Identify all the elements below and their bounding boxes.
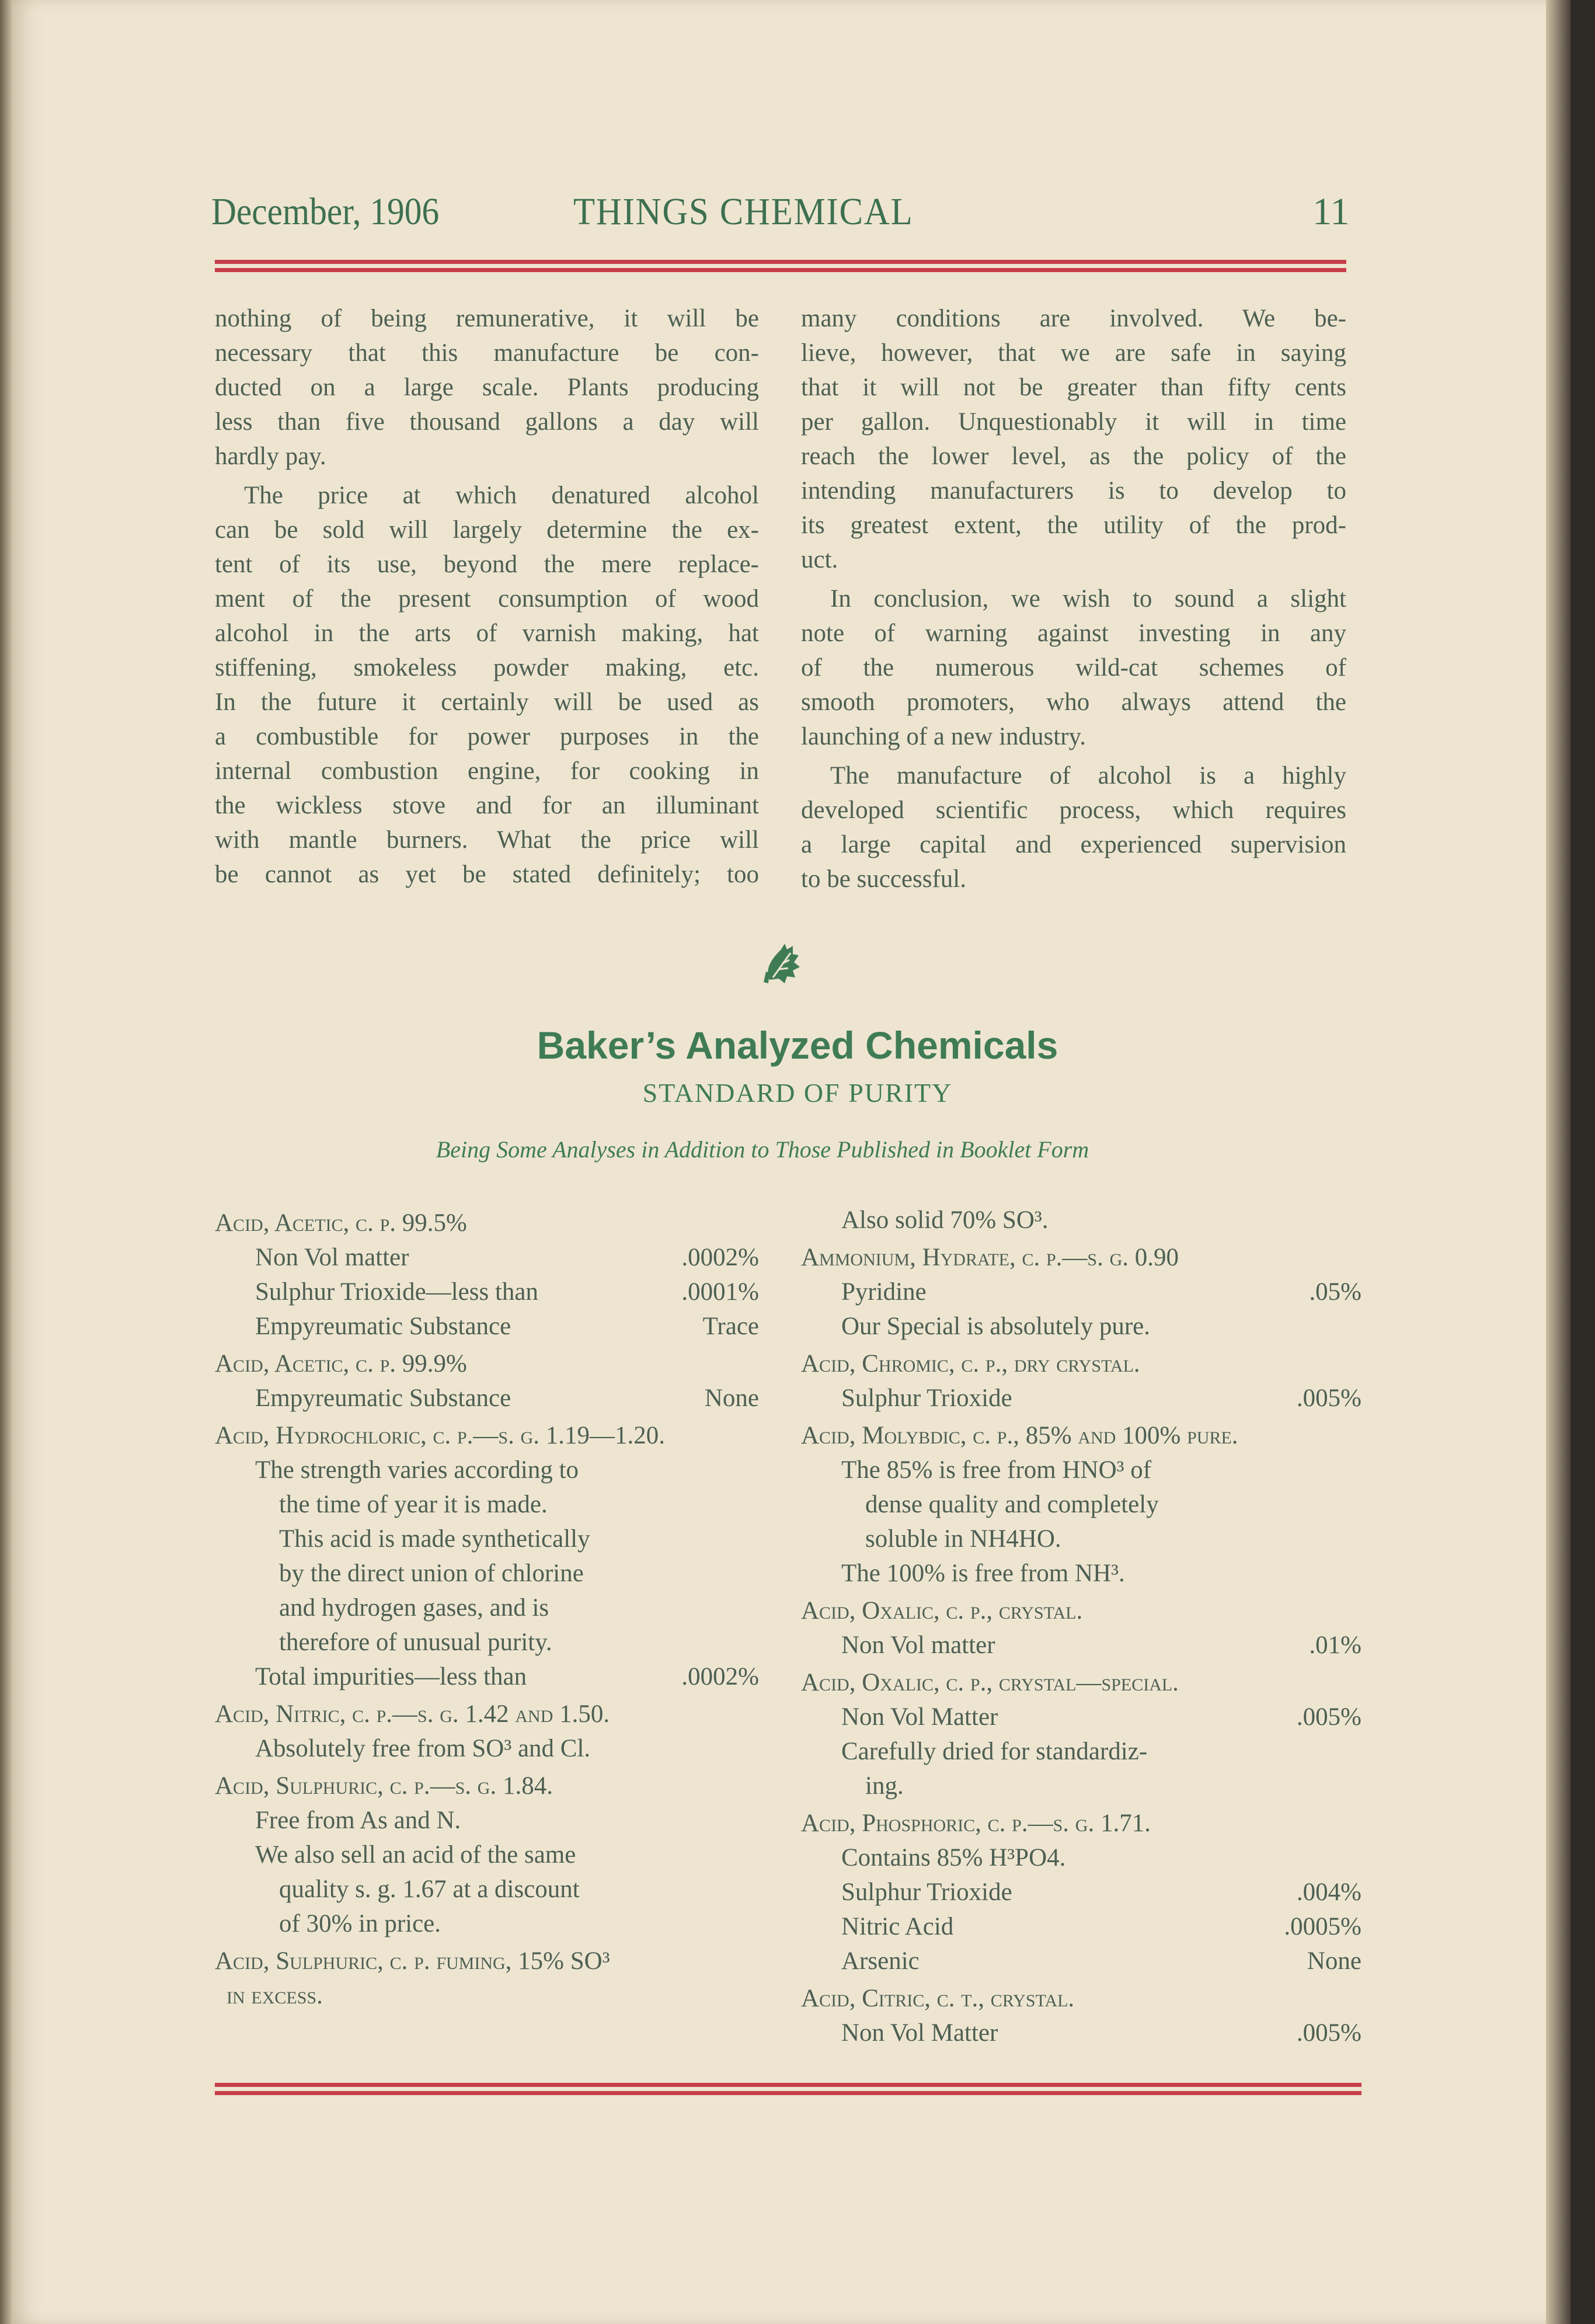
- text-line: In conclusion, we wish to sound a slight: [830, 585, 1346, 613]
- product-heading: [215, 1697, 759, 1731]
- analysis-label: Our Special is absolutely pure.: [841, 1313, 1151, 1340]
- text-line: launching of a new industry.: [801, 723, 1086, 750]
- advert-title: Baker’s Analyzed Chemicals: [537, 1024, 1058, 1067]
- text-line: tent of its use, beyond the mere replace-: [215, 551, 759, 578]
- analysis-value: .005%: [1296, 2019, 1361, 2047]
- analysis-label: We also sell an acid of the same: [255, 1841, 576, 1869]
- text-line: In the future it certainly will be used as: [215, 688, 759, 716]
- text-line: The price at which denatured alcohol: [244, 482, 759, 509]
- analysis-label: Acid, Phosphoric, c. p.—s. g. 1.71.: [801, 1810, 1151, 1837]
- analysis-label: by the direct union of chlorine: [279, 1560, 584, 1587]
- text-line: note of warning against investing in any: [801, 620, 1346, 647]
- text-line: a combustible for power purposes in the: [215, 723, 759, 750]
- analysis-line: [801, 1909, 1361, 1944]
- analysis-label: dense quality and completely: [865, 1491, 1159, 1518]
- text-line: that it will not be greater than fifty cents: [801, 374, 1346, 401]
- product-heading: [801, 1347, 1361, 1381]
- analysis-line: [801, 1841, 1361, 1875]
- analysis-line: [215, 1591, 759, 1625]
- running-title: THINGS CHEMICAL: [573, 190, 914, 233]
- product-heading: [801, 1594, 1361, 1628]
- analysis-value: .01%: [1309, 1631, 1361, 1659]
- advert-subtitle: STANDARD OF PURITY: [642, 1078, 953, 1108]
- analysis-line: [215, 1381, 759, 1415]
- paragraph: [215, 301, 759, 474]
- analysis-value: .0002%: [681, 1663, 759, 1690]
- analysis-line: [801, 1556, 1361, 1591]
- analysis-line: [801, 1769, 1361, 1803]
- analysis-label: Non Vol matter: [841, 1631, 995, 1659]
- analysis-line: [801, 1203, 1361, 1237]
- analysis-label: in excess.: [227, 1982, 323, 2009]
- advert-tagline: Being Some Analyses in Addition to Those Published in Booklet Form: [436, 1136, 1089, 1163]
- analysis-label: Arsenic: [841, 1947, 920, 1975]
- text-line: with mantle burners. What the price will: [215, 826, 759, 854]
- analysis-label: Non Vol Matter: [841, 1703, 998, 1731]
- text-line: its greatest extent, the utility of the prod-: [801, 512, 1346, 539]
- issue-date: December, 1906: [211, 190, 440, 233]
- analysis-line: [801, 2016, 1361, 2050]
- page-number: 11: [1312, 190, 1350, 233]
- header-rule-top: [215, 260, 1346, 264]
- analysis-line: [215, 1838, 759, 1872]
- article-column-left: [215, 301, 759, 892]
- analysis-value: .05%: [1309, 1278, 1361, 1306]
- analysis-value: None: [1307, 1947, 1361, 1975]
- text-line: smooth promoters, who always attend the: [801, 688, 1346, 716]
- analysis-line: [215, 1240, 759, 1275]
- analysis-line: [215, 1731, 759, 1766]
- analysis-line: [801, 1700, 1361, 1734]
- analysis-line: [801, 1734, 1361, 1769]
- analysis-label: Acid, Oxalic, c. p., crystal.: [801, 1597, 1083, 1624]
- analysis-line: [801, 1944, 1361, 1978]
- analysis-label: and hydrogen gases, and is: [279, 1594, 549, 1622]
- analysis-label: Contains 85% H³PO4.: [841, 1844, 1066, 1871]
- analysis-value: .004%: [1296, 1878, 1361, 1906]
- analysis-value: None: [704, 1384, 759, 1412]
- text-line: reach the lower level, as the policy of the: [801, 443, 1346, 470]
- analysis-line: [215, 1453, 759, 1487]
- paragraph: [801, 582, 1346, 754]
- product-heading: [215, 1944, 759, 1978]
- text-line: The manufacture of alcohol is a highly: [830, 762, 1346, 789]
- text-line: intending manufacturers is to develop to: [801, 477, 1346, 505]
- analysis-value: .0001%: [681, 1278, 759, 1306]
- product-heading: [801, 1240, 1361, 1275]
- analysis-label: The 100% is free from NH³.: [841, 1560, 1125, 1587]
- analysis-line: [215, 1659, 759, 1694]
- analysis-line: [215, 1522, 759, 1556]
- product-heading: [801, 1665, 1361, 1700]
- text-line: the wickless stove and for an illuminant: [215, 792, 759, 819]
- analysis-label: Total impurities—less than: [255, 1663, 527, 1690]
- analysis-label: Pyridine: [841, 1278, 927, 1306]
- analysis-label: Acid, Acetic, c. p. 99.9%: [215, 1350, 467, 1377]
- analysis-value: .0002%: [681, 1244, 759, 1271]
- analysis-label: Also solid 70% SO³.: [841, 1206, 1049, 1234]
- product-heading: [215, 1347, 759, 1381]
- footer-rule-bottom: [215, 2091, 1361, 2095]
- analysis-label: Acid, Acetic, c. p. 99.5%: [215, 1209, 467, 1237]
- analysis-line: [801, 1487, 1361, 1522]
- analysis-label: The 85% is free from HNO³ of: [841, 1456, 1152, 1484]
- analysis-label: Acid, Molybdic, c. p., 85% and 100% pure.: [801, 1422, 1238, 1449]
- text-line: stiffening, smokeless powder making, etc.: [215, 654, 759, 681]
- text-line: internal combustion engine, for cooking in: [215, 757, 759, 785]
- analysis-list-right: [801, 1203, 1361, 2050]
- analysis-line: [801, 1381, 1361, 1415]
- analysis-line: [215, 1309, 759, 1344]
- product-heading: [215, 1769, 759, 1803]
- analysis-label: Acid, Hydrochloric, c. p.—s. g. 1.19—1.20.: [215, 1422, 665, 1449]
- analysis-label: quality s. g. 1.67 at a discount: [279, 1876, 580, 1903]
- analysis-label: Acid, Oxalic, c. p., crystal—special.: [801, 1669, 1179, 1696]
- analysis-line: [215, 1556, 759, 1591]
- text-line: less than five thousand gallons a day will: [215, 408, 759, 436]
- analysis-label: ing.: [865, 1772, 904, 1800]
- analysis-label: Free from As and N.: [255, 1807, 461, 1834]
- paragraph: [801, 301, 1346, 577]
- analysis-line: [215, 1978, 759, 2013]
- analysis-label: Non Vol matter: [255, 1244, 409, 1271]
- analysis-line: [215, 1625, 759, 1659]
- analysis-label: Empyreumatic Substance: [255, 1384, 511, 1412]
- text-line: developed scientific process, which requires: [801, 796, 1346, 824]
- footer-rule-top: [215, 2083, 1361, 2087]
- analysis-line: [215, 1487, 759, 1522]
- analysis-line: [801, 1453, 1361, 1487]
- analysis-line: [801, 1628, 1361, 1662]
- analysis-label: Acid, Citric, c. t., crystal.: [801, 1985, 1075, 2012]
- analysis-label: soluble in NH4HO.: [865, 1525, 1061, 1553]
- analysis-value: .0005%: [1284, 1913, 1361, 1940]
- analysis-value: Trace: [702, 1313, 759, 1340]
- analysis-label: Ammonium, Hydrate, c. p.—s. g. 0.90: [801, 1244, 1179, 1271]
- analysis-line: [801, 1309, 1361, 1344]
- text-line: uct.: [801, 546, 838, 573]
- analysis-label: Carefully dried for standardiz-: [841, 1738, 1148, 1765]
- analysis-label: This acid is made synthetically: [279, 1525, 590, 1553]
- analysis-label: Absolutely free from SO³ and Cl.: [255, 1735, 591, 1762]
- article-column-right: [801, 301, 1346, 896]
- product-heading: [215, 1418, 759, 1453]
- analysis-line: [215, 1906, 759, 1941]
- product-heading: [801, 1418, 1361, 1453]
- text-line: hardly pay.: [215, 443, 326, 470]
- analysis-label: of 30% in price.: [279, 1910, 441, 1937]
- analysis-line: [215, 1275, 759, 1309]
- analysis-label: Acid, Nitric, c. p.—s. g. 1.42 and 1.50.: [215, 1700, 610, 1728]
- text-line: a large capital and experienced supervision: [801, 831, 1346, 858]
- product-heading: [215, 1206, 759, 1240]
- analysis-line: [801, 1875, 1361, 1909]
- analysis-label: The strength varies according to: [255, 1456, 579, 1484]
- analysis-label: Empyreumatic Substance: [255, 1313, 511, 1340]
- product-heading: [801, 1806, 1361, 1841]
- product-heading: [801, 1981, 1361, 2016]
- analysis-value: .005%: [1296, 1703, 1361, 1731]
- text-line: be cannot as yet be stated definitely; too: [215, 861, 759, 888]
- analysis-value: .005%: [1296, 1384, 1361, 1412]
- paragraph: [801, 759, 1346, 896]
- text-line: many conditions are involved. We be-: [801, 305, 1346, 332]
- text-line: ducted on a large scale. Plants producing: [215, 374, 759, 401]
- text-line: of the numerous wild-cat schemes of: [801, 654, 1346, 681]
- leaf-ornament-icon: [752, 938, 805, 990]
- text-line: ment of the present consumption of wood: [215, 585, 759, 613]
- text-line: lieve, however, that we are safe in saying: [801, 339, 1346, 367]
- text-line: can be sold will largely determine the ex-: [215, 516, 759, 544]
- text-line: nothing of being remunerative, it will be: [215, 305, 759, 332]
- text-line: necessary that this manufacture be con-: [215, 339, 759, 367]
- analysis-label: Non Vol Matter: [841, 2019, 998, 2047]
- analysis-label: Sulphur Trioxide: [841, 1384, 1012, 1412]
- text-line: to be successful.: [801, 865, 967, 893]
- analysis-line: [215, 1872, 759, 1906]
- text-line: alcohol in the arts of varnish making, hat: [215, 620, 759, 647]
- text-line: per gallon. Unquestionably it will in time: [801, 408, 1346, 436]
- paragraph: [215, 478, 759, 892]
- analysis-label: Acid, Sulphuric, c. p. fuming, 15% SO³: [215, 1947, 610, 1975]
- analysis-label: the time of year it is made.: [279, 1491, 548, 1518]
- analysis-label: Acid, Chromic, c. p., dry crystal.: [801, 1350, 1140, 1377]
- analysis-label: Nitric Acid: [841, 1913, 954, 1940]
- analysis-line: [801, 1275, 1361, 1309]
- header-rule-bottom: [215, 268, 1346, 272]
- analysis-label: Sulphur Trioxide: [841, 1878, 1012, 1906]
- analysis-label: Acid, Sulphuric, c. p.—s. g. 1.84.: [215, 1772, 553, 1800]
- analysis-line: [801, 1522, 1361, 1556]
- analysis-line: [215, 1803, 759, 1838]
- analysis-label: Sulphur Trioxide—less than: [255, 1278, 538, 1306]
- analysis-label: therefore of unusual purity.: [279, 1629, 552, 1656]
- analysis-list-left: [215, 1203, 759, 2013]
